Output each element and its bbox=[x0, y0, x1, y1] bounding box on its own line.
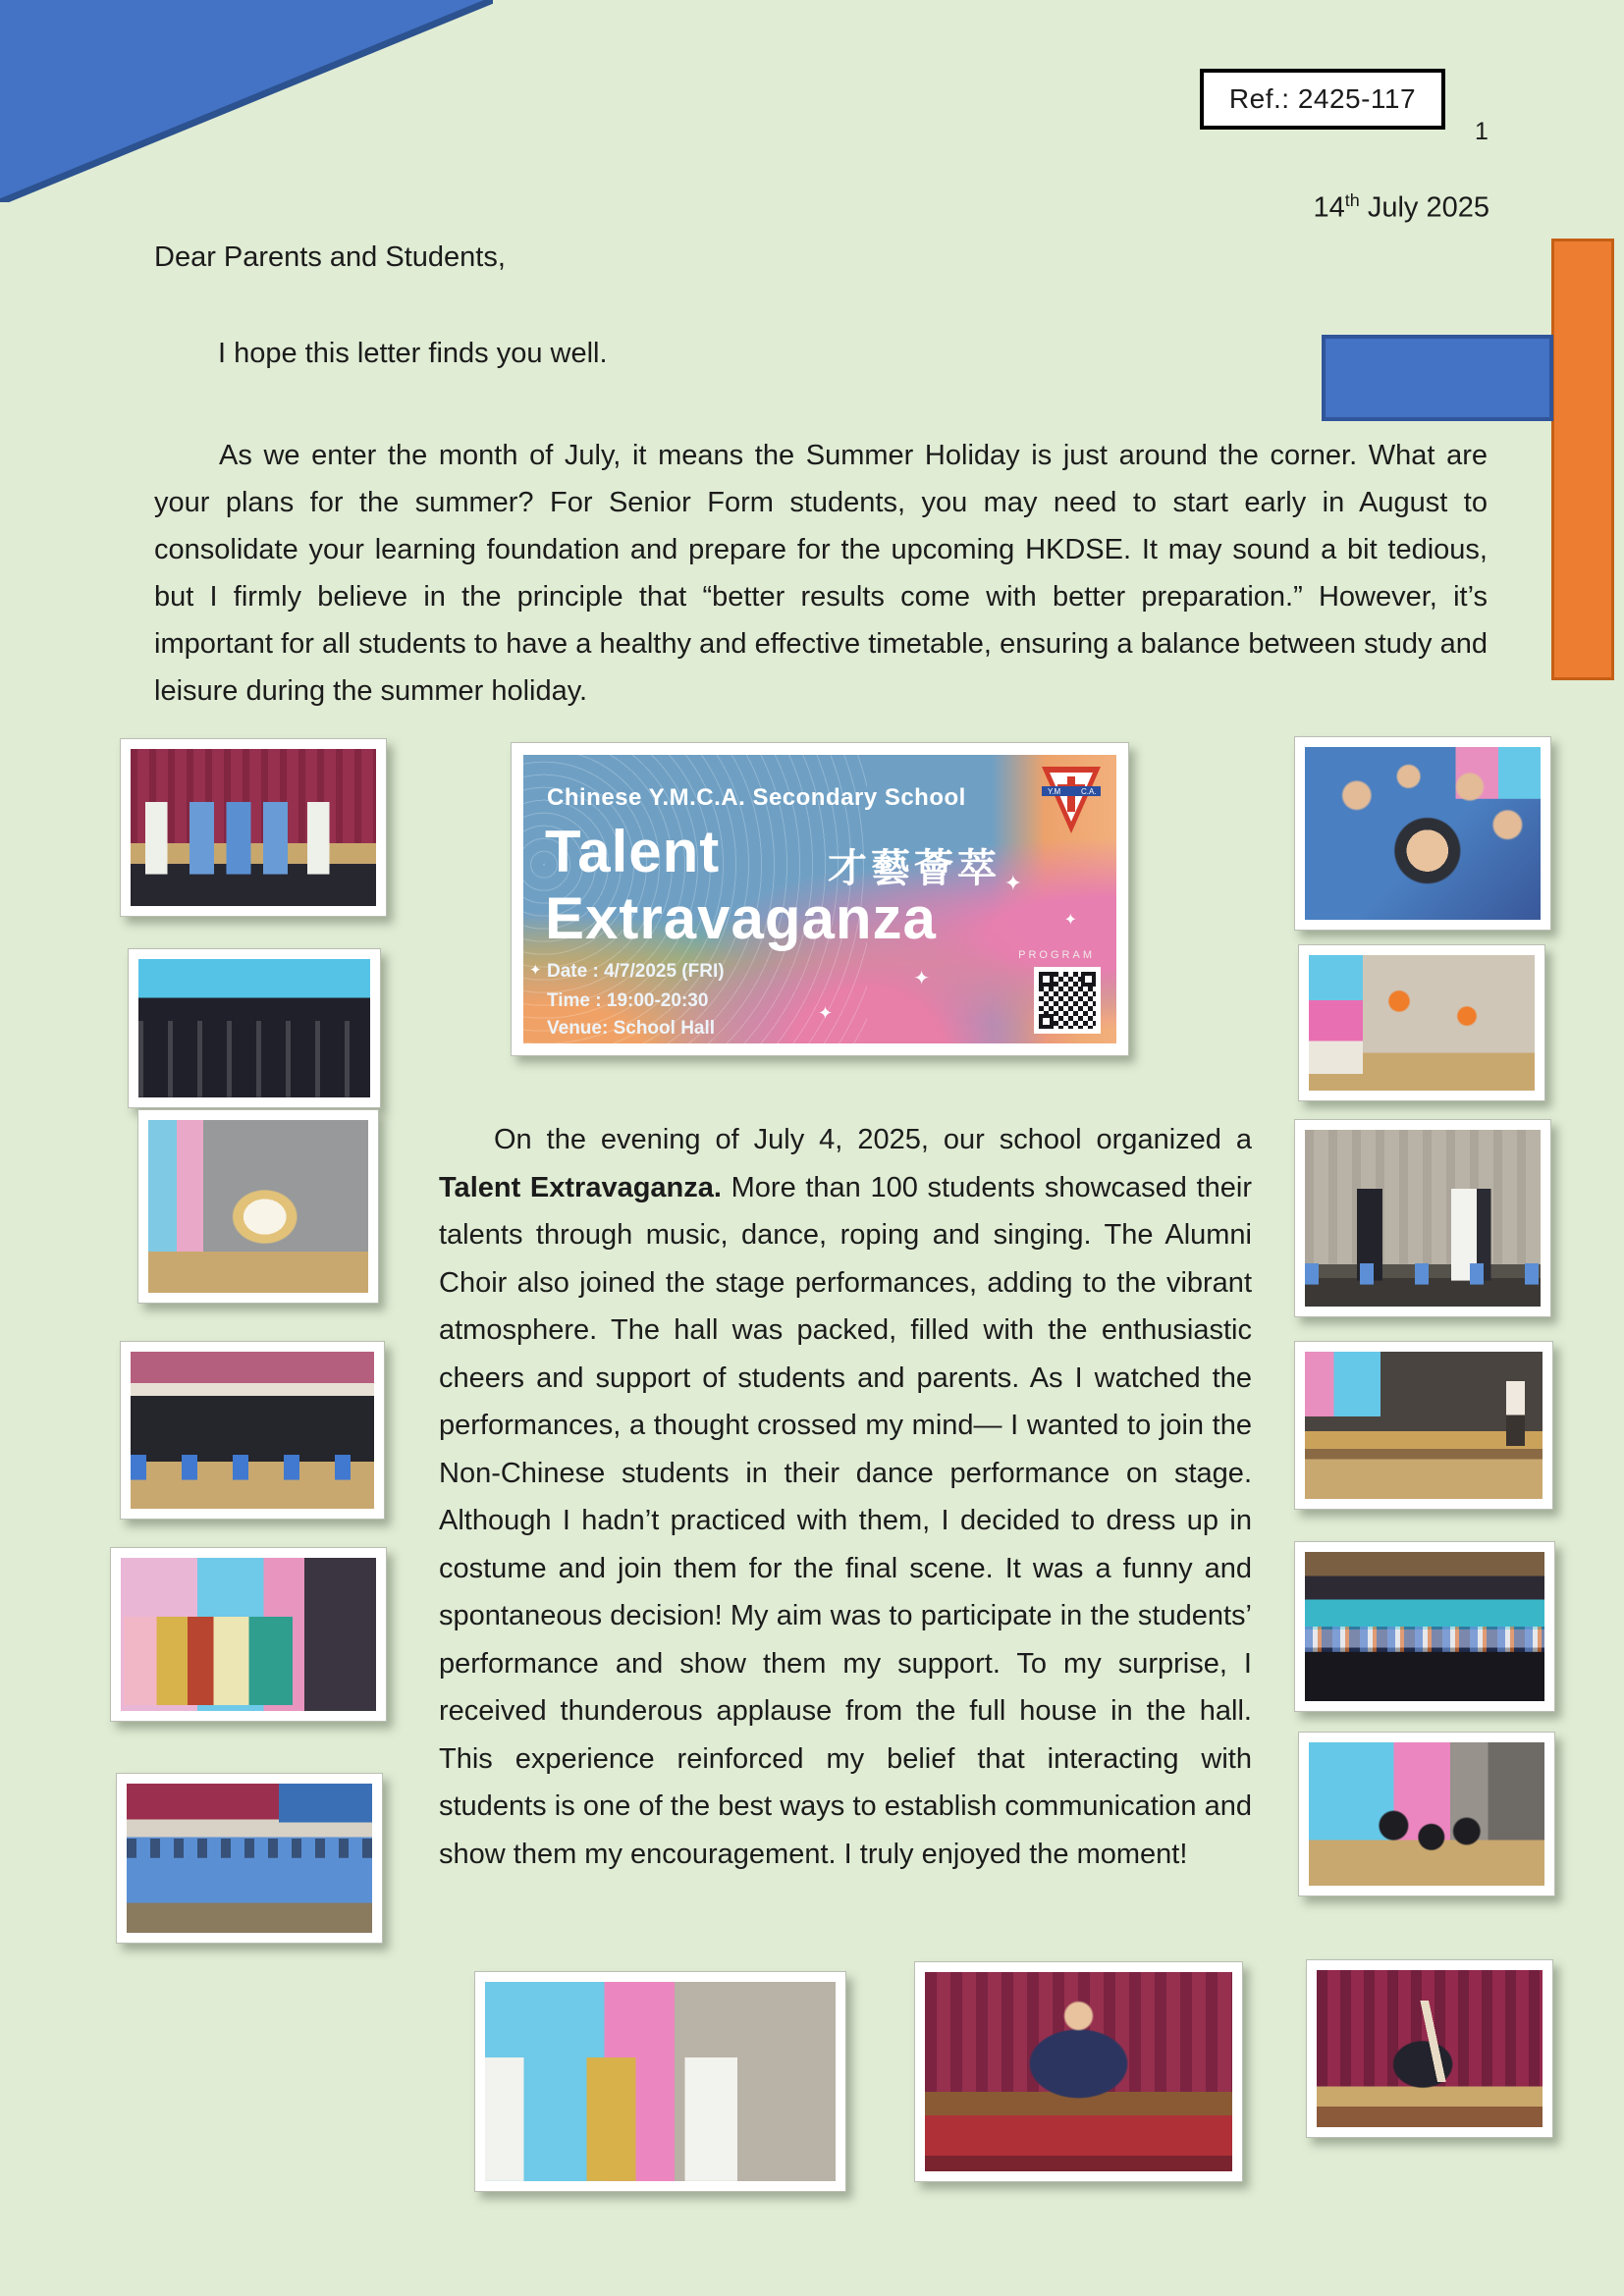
photo-image bbox=[1305, 747, 1541, 920]
poster-artwork bbox=[523, 755, 1116, 1043]
photo-student-singers bbox=[120, 738, 387, 917]
ymca-logo-icon bbox=[1040, 765, 1103, 835]
sparkle-icon: ✦ bbox=[1003, 871, 1022, 895]
sparkle-icon: ✦ bbox=[529, 962, 542, 979]
photo-pipa-player bbox=[1306, 1959, 1553, 2138]
photo-image bbox=[1305, 1130, 1541, 1307]
photo-image bbox=[1309, 1742, 1544, 1886]
photo-image bbox=[925, 1972, 1232, 2171]
photo-ballet-dancer bbox=[137, 1109, 379, 1304]
photo-image bbox=[1317, 1970, 1543, 2127]
reference-label: Ref.: 2425-117 bbox=[1228, 83, 1417, 114]
svg-text:C.A.: C.A. bbox=[1081, 787, 1097, 796]
photo-guzheng-player bbox=[914, 1961, 1243, 2182]
paragraph-talent-extravaganza: On the evening of July 4, 2025, our school organized a Talent Extravaganza. More than 100 students showcased their talents through music, dance, roping and singing. The Alumni Choir also joined the stage performances, adding to the vibrant atmosphere. The hall was packed, filled with the enthusiastic cheers and support of students and parents. As I watched the performances, a thought crossed my mind— I wanted to join the Non-Chinese students in their dance performance on stage. Although I hadn’t practiced with them, I decided to dress up in costume and join them for the final scene. It was a funny and spontaneous decision! My aim was to participate in the students’ performance and show them my support. To my surprise, I received thunderous applause from the full house in the hall. This experience reinforced my belief that interacting with students is one of the best ways to establish communication and show them my encouragement. I truly enjoyed the moment! bbox=[439, 1124, 1252, 1870]
photo-image bbox=[121, 1558, 376, 1711]
opening-line: I hope this letter finds you well. bbox=[218, 338, 608, 369]
poster-title-en-line1: Talent bbox=[545, 819, 721, 884]
photo-rope-skipping bbox=[1298, 944, 1545, 1101]
svg-text:Y.M: Y.M bbox=[1048, 787, 1061, 796]
photo-image bbox=[127, 1784, 372, 1933]
photo-blue-dress-choir bbox=[116, 1773, 383, 1944]
photo-principal-dancing bbox=[474, 1971, 846, 2192]
photo-string-orchestra bbox=[120, 1341, 385, 1520]
poster-title-en-line2: Extravaganza bbox=[545, 885, 937, 951]
letter-date: 14th July 2025 bbox=[1313, 190, 1489, 224]
poster-venue-line: Venue: School Hall bbox=[547, 1018, 716, 1039]
sparkle-icon: ✦ bbox=[818, 1003, 834, 1023]
paragraph-summer-holiday: As we enter the month of July, it means the Summer Holiday is just around the corner. What are your plans for the summer? For Senior Form students, you may need to start early in August to consolidate your learning foundation and prepare for the upcoming HKDSE. It may sound a bit tedious, but I firmly believe in the principle that “better results come with better preparation.” However, it’s important for all students to have a healthy and effective timetable, ensuring a balance between study and leisure during the summer holiday. bbox=[154, 440, 1488, 707]
photo-guitar-duo bbox=[1294, 1119, 1551, 1317]
reference-box bbox=[1200, 69, 1445, 130]
photo-image bbox=[131, 749, 376, 906]
photo-image bbox=[1309, 955, 1535, 1091]
blue-bar-decoration bbox=[1322, 335, 1553, 421]
poster-date-line: Date : 4/7/2025 (FRI) bbox=[547, 961, 725, 982]
page-number: 1 bbox=[1475, 118, 1489, 145]
photo-image bbox=[1305, 1552, 1544, 1701]
photo-image bbox=[138, 959, 370, 1097]
photo-principal-selfie bbox=[1294, 736, 1551, 931]
qr-pattern bbox=[1039, 972, 1096, 1029]
photo-traditional-dress-dance bbox=[110, 1547, 387, 1722]
sparkle-icon: ✦ bbox=[913, 968, 930, 989]
sparkle-icon: ✦ bbox=[1063, 912, 1077, 929]
talent-extravaganza-bold: Talent Extravaganza. bbox=[439, 1171, 722, 1203]
corner-triangle-decoration bbox=[0, 0, 493, 202]
photo-image bbox=[131, 1352, 374, 1509]
poster-program-label: PROGRAM bbox=[1018, 949, 1095, 961]
photo-image bbox=[148, 1120, 368, 1293]
photo-dance-trio bbox=[1298, 1732, 1555, 1896]
orange-bar-decoration bbox=[1551, 239, 1614, 680]
qr-code bbox=[1034, 967, 1101, 1034]
talent-extravaganza-poster bbox=[511, 742, 1129, 1056]
photo-image bbox=[485, 1982, 836, 2181]
photo-finale-group bbox=[1294, 1541, 1555, 1712]
greeting: Dear Parents and Students, bbox=[154, 241, 506, 273]
poster-school-name: Chinese Y.M.C.A. Secondary School bbox=[547, 784, 966, 811]
poster-title-chinese: 才藝薈萃 bbox=[828, 847, 1001, 890]
poster-time-line: Time : 19:00-20:30 bbox=[547, 990, 709, 1011]
photo-image bbox=[1305, 1352, 1543, 1499]
photo-percussion-ensemble bbox=[1294, 1341, 1553, 1510]
photo-alumni-choir bbox=[128, 948, 381, 1108]
